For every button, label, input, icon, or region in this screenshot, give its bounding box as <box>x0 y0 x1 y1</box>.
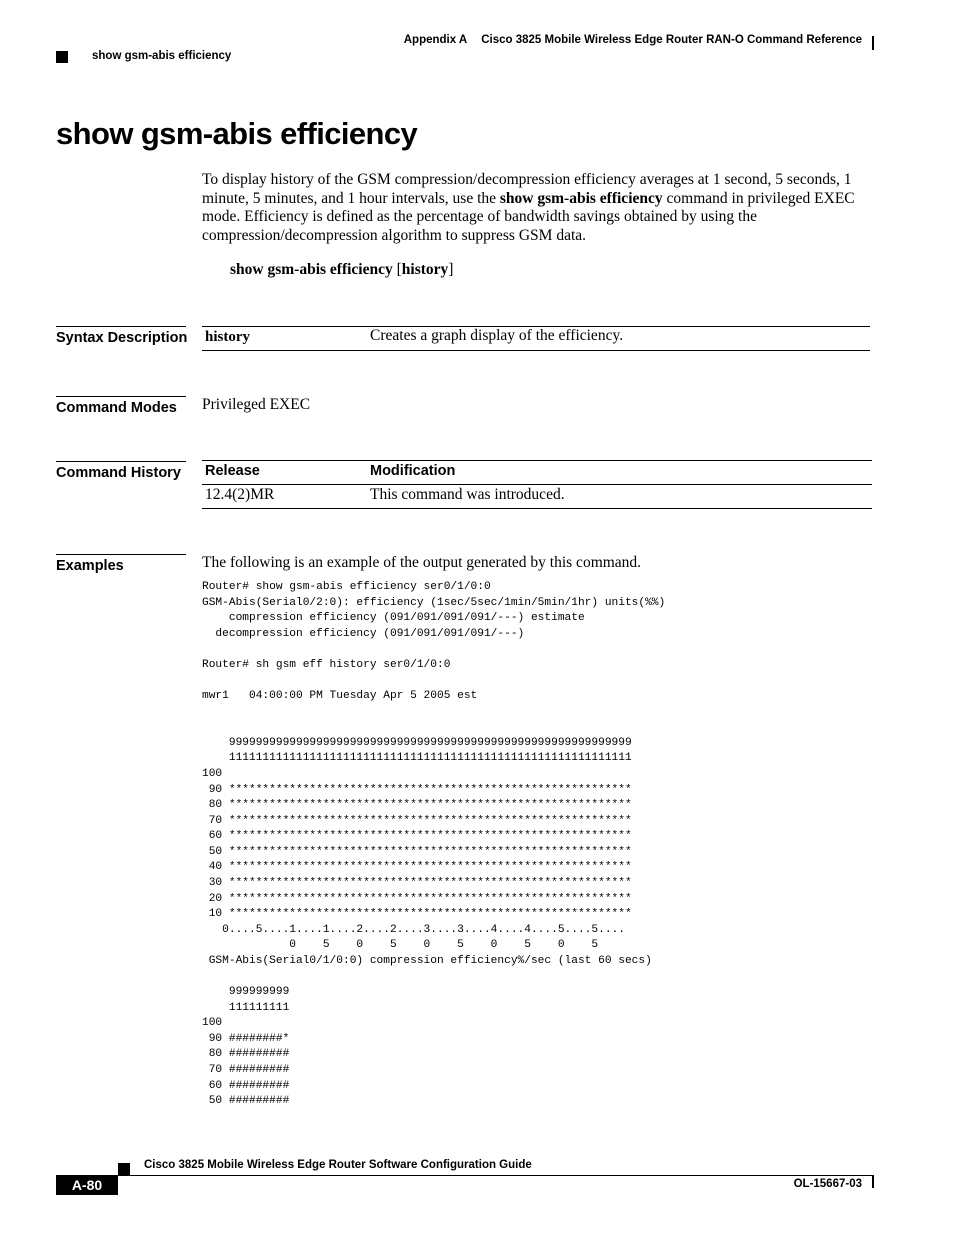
footer-rule <box>118 1175 874 1176</box>
intro-paragraph <box>202 171 874 245</box>
command-modes-heading: Command Modes <box>56 396 186 416</box>
examples-heading: Examples <box>56 554 186 574</box>
examples-text: The following is an example of the output generated by this command. <box>202 554 642 571</box>
intro-after: command in privileged EXEC mode. Efficiency is defined as the percentage of bandwidth savings obtained by using the compression/decompression algorithm to suppress GSM data. <box>202 189 855 244</box>
command-modes-text: Privileged EXEC <box>202 396 311 413</box>
command-history-table <box>202 460 872 509</box>
column-header-release: Release <box>205 463 260 479</box>
release-cell: 12.4(2)MR <box>205 486 275 503</box>
syntax-description-table <box>202 326 870 351</box>
document-number: OL-15667-03 <box>793 1178 862 1190</box>
syntax-open-bracket: [ <box>392 261 402 278</box>
footer-guide-title: Cisco 3825 Mobile Wireless Edge Router Software Configuration Guide <box>144 1159 532 1171</box>
syntax-keyword-cell: history <box>205 329 250 345</box>
syntax-description-heading: Syntax Description <box>56 326 186 346</box>
header-rule-bar <box>872 36 874 50</box>
intro-before: To display history of the GSM compression/decompression efficiency averages at 1 second, 5 seconds, 1 minute, 5 minutes, and 1 hour intervals, use the <box>202 171 852 207</box>
footer-marker-square <box>118 1163 130 1175</box>
header-book-title: Cisco 3825 Mobile Wireless Edge Router RAN-O Command Reference <box>481 34 862 46</box>
syntax-close-bracket: ] <box>448 261 454 278</box>
page-number: A-80 <box>56 1175 118 1195</box>
syntax-description-cell: Creates a graph display of the efficiency. <box>370 327 624 344</box>
header-marker-square <box>56 51 68 63</box>
syntax-command: show gsm-abis efficiency <box>230 261 393 278</box>
footer-rule-bar <box>872 1175 874 1188</box>
modification-cell: This command was introduced. <box>370 486 565 503</box>
running-header <box>404 34 862 46</box>
table-row <box>202 485 872 509</box>
intro-command: show gsm-abis efficiency <box>499 189 663 207</box>
page-title: show gsm-abis efficiency <box>56 116 418 151</box>
table-header-row <box>202 460 872 485</box>
column-header-modification: Modification <box>370 463 456 479</box>
command-history-heading: Command History <box>56 461 186 481</box>
header-appendix: Appendix A <box>403 34 468 46</box>
example-code-block: Router# show gsm-abis efficiency ser0/1/0:0 GSM-Abis(Serial0/2:0): efficiency (1sec/5sec/1min/5min/1hr) units(%%) compression efficiency (091/091/091/091/---) estimate decompression efficiency (091/091/091/091/---) Router# sh gsm eff history ser0/1/0:0 mwr1 04:00:00 PM Tuesday Apr 5 2005 est 999999999999999999999999999999999999999999999999999999999999 111111111111111111111111111111111111111111111111111111111111 100 90 ************************************************************ 80 ************************************************************ 70 ************************************************************ 60 ************************************************************ 50 ************************************************************ 40 ************************************************************ 30 ************************************************************ 20 ************************************************************ 10 ************************************************************ 0....5....1....1....2....2....3....3....4....4....5....5.... 0 5 0 5 0 5 0 5 0 5 GSM-Abis(Serial0/1/0:0) compression efficiency%/sec (last 60 secs) 999999999 111111111 100 90 ########* 80 ######### 70 ######### 60 ######### 50 ######### <box>202 581 666 1108</box>
header-section: show gsm-abis efficiency <box>92 50 232 62</box>
syntax-keyword: history <box>401 261 449 278</box>
command-syntax <box>230 261 453 279</box>
